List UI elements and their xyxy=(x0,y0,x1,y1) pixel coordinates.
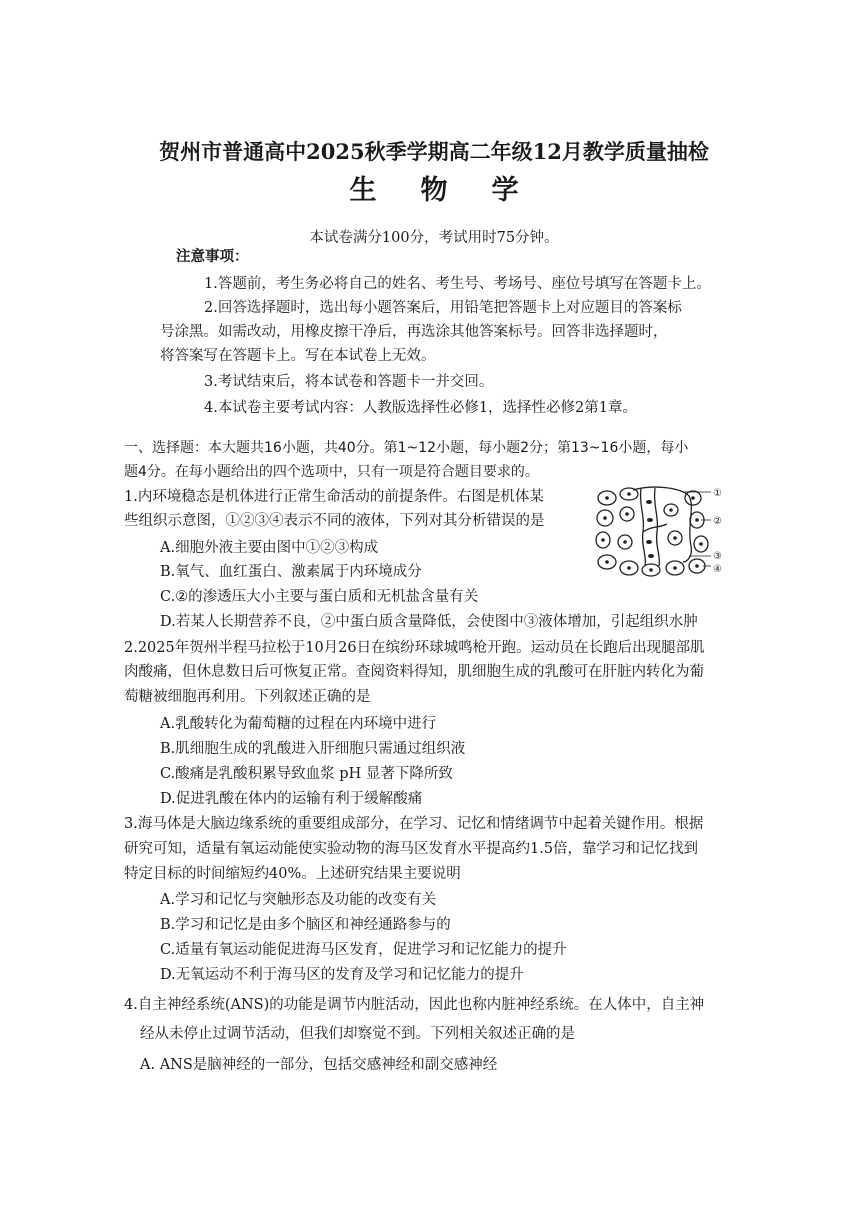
option-d: D.若某人长期营养不良，②中蛋白质含量降低，会使图中③液体增加，引起组织水肿 xyxy=(160,614,698,630)
option-c: C.②的渗透压大小主要与蛋白质和无机盐含量有关 xyxy=(160,589,479,605)
note-line: 4.本试卷主要考试内容：人教版选择性必修1，选择性必修2第1章。 xyxy=(204,400,638,416)
question-stem: 研究可知，适量有氧运动能使实验动物的海马区发育水平提高约1.5倍，靠学习和记忆找到 xyxy=(124,841,699,857)
option-d: D.无氧运动不利于海马区的发育及学习和记忆能力的提升 xyxy=(160,967,524,983)
section-heading: 一、选择题：本大题共16小题，共40分。第1~12小题，每小题2分；第13~16小题，每小 xyxy=(124,440,689,456)
option-a: A.乳酸转化为葡萄糖的过程在内环境中进行 xyxy=(160,716,437,732)
option-d: D.促进乳酸在体内的运输有利于缓解酸痛 xyxy=(160,791,423,807)
notes-heading: 注意事项： xyxy=(176,248,249,265)
option-b: B.氧气、血红蛋白、激素属于内环境成分 xyxy=(160,564,422,580)
tissue-diagram xyxy=(593,486,733,580)
question-stem: 3.海马体是大脑边缘系统的重要组成部分，在学习、记忆和情绪调节中起着关键作用。根据 xyxy=(124,816,704,832)
note-line: 将答案写在答题卡上。写在本试卷上无效。 xyxy=(160,348,436,364)
note-line: 2.回答选择题时，选出每小题答案后，用铅笔把答题卡上对应题目的答案标 xyxy=(204,300,682,316)
section-heading: 题4分。在每小题给出的四个选项中，只有一项是符合题目要求的。 xyxy=(124,464,539,480)
option-a: A. ANS是脑神经的一部分，包括交感神经和副交感神经 xyxy=(140,1057,498,1073)
figure-label: ④ xyxy=(713,564,722,575)
figure-label: ③ xyxy=(713,551,722,562)
figure-label: ② xyxy=(713,516,722,527)
question-stem: 经从未停止过调节活动，但我们却察觉不到。下列相关叙述正确的是 xyxy=(140,1026,575,1042)
option-a: A.细胞外液主要由图中①②③构成 xyxy=(160,540,379,556)
subject-title: 生物学 xyxy=(349,175,563,206)
question-stem: 些组织示意图，①②③④表示不同的液体，下列对其分析错误的是 xyxy=(124,513,545,529)
option-a: A.学习和记忆与突触形态及功能的改变有关 xyxy=(160,892,437,908)
exam-info: 本试卷满分100分，考试用时75分钟。 xyxy=(309,230,559,246)
note-line: 号涂黑。如需改动，用橡皮擦干净后，再选涂其他答案标号。回答非选择题时， xyxy=(160,324,668,340)
question-stem: 萄糖被细胞再利用。下列叙述正确的是 xyxy=(124,689,371,705)
question-stem: 4.自主神经系统(ANS)的功能是调节内脏活动，因此也称内脏神经系统。在人体中，自主神 xyxy=(124,997,705,1013)
question-stem: 2.2025年贺州半程马拉松于10月26日在缤纷环球城鸣枪开跑。运动员在长跑后出现腿部肌 xyxy=(124,640,705,656)
exam-title: 贺州市普通高中2025秋季学期高二年级12月教学质量抽检 xyxy=(159,139,709,164)
question-stem: 肉酸痛，但休息数日后可恢复正常。查阅资料得知，肌细胞生成的乳酸可在肝脏内转化为葡 xyxy=(124,664,704,680)
note-line: 1.答题前，考生务必将自己的姓名、考生号、考场号、座位号填写在答题卡上。 xyxy=(204,276,711,292)
question-stem: 特定目标的时间缩短约40%。上述研究结果主要说明 xyxy=(124,866,461,882)
option-b: B.肌细胞生成的乳酸进入肝细胞只需通过组织液 xyxy=(160,741,466,757)
figure-label: ① xyxy=(713,488,722,499)
option-c: C.酸痛是乳酸积累导致血浆 pH 显著下降所致 xyxy=(160,766,453,782)
question-stem: 1.内环境稳态是机体进行正常生命活动的前提条件。右图是机体某 xyxy=(124,489,544,505)
option-c: C.适量有氧运动能促进海马区发育，促进学习和记忆能力的提升 xyxy=(160,942,567,958)
note-line: 3.考试结束后，将本试卷和答题卡一并交回。 xyxy=(204,374,494,390)
option-b: B.学习和记忆是由多个脑区和神经通路参与的 xyxy=(160,917,451,933)
